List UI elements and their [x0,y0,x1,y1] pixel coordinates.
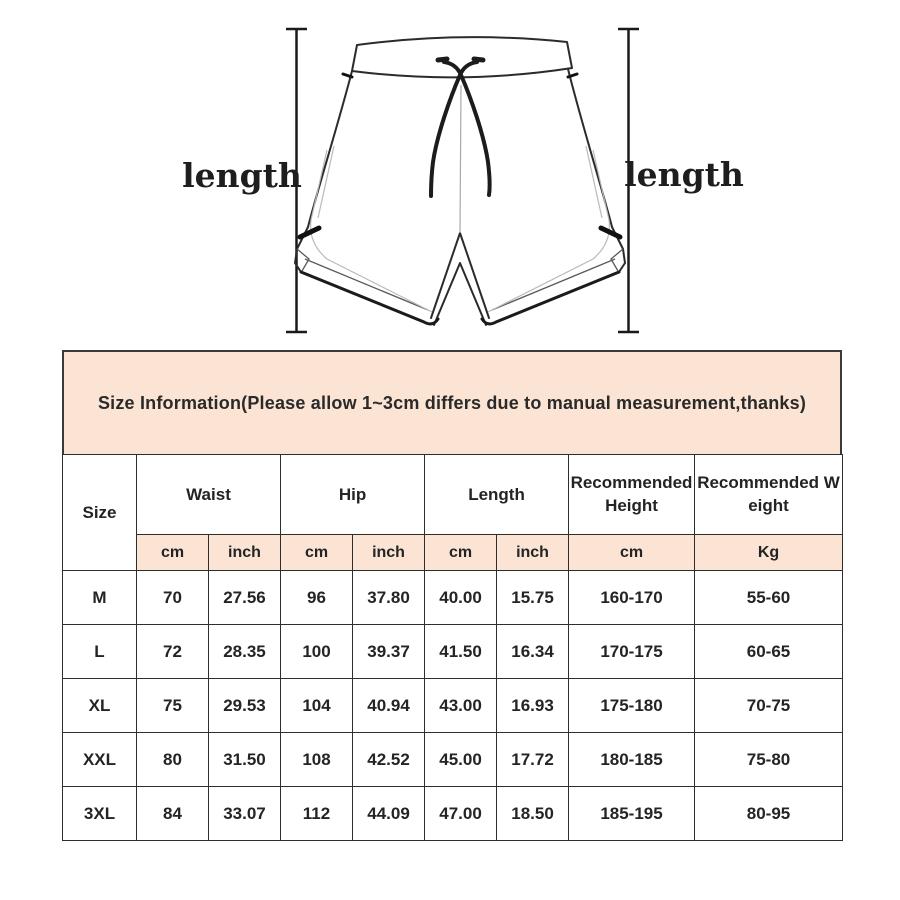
table-cell: 100 [281,625,353,679]
table-cell: 84 [137,787,209,841]
table-row-3xl [63,787,843,841]
table-cell: 75-80 [695,733,843,787]
table-cell: 185-195 [569,787,695,841]
hem-bold-lines [301,272,619,324]
table-cell: 175-180 [569,679,695,733]
table-cell: 47.00 [425,787,497,841]
table-cell: 16.93 [497,679,569,733]
row-label: L [63,625,137,679]
subheader-waist-cm: cm [137,535,209,571]
table-cell: 37.80 [353,571,425,625]
row-label: M [63,571,137,625]
table-cell: 60-65 [695,625,843,679]
table-cell: 75 [137,679,209,733]
group-header-hip: Hip [281,455,425,535]
table-cell: 40.94 [353,679,425,733]
center-seam-line [460,85,461,233]
table-cell: 55-60 [695,571,843,625]
table-cell: 16.34 [497,625,569,679]
table-cell: 27.56 [209,571,281,625]
size-table [62,454,843,841]
table-cell: 160-170 [569,571,695,625]
table-cell: 39.37 [353,625,425,679]
table-cell: 31.50 [209,733,281,787]
table-cell: 180-185 [569,733,695,787]
table-cell: 70 [137,571,209,625]
table-cell: 44.09 [353,787,425,841]
subheader-hip-inch: inch [353,535,425,571]
table-cell: 104 [281,679,353,733]
table-row-xxl [63,733,843,787]
table-cell: 170-175 [569,625,695,679]
table-cell: 112 [281,787,353,841]
subheader-length-cm: cm [425,535,497,571]
table-cell: 80-95 [695,787,843,841]
length-label-left: length [182,156,302,195]
subheader-waist-inch: inch [209,535,281,571]
table-row-xl [63,679,843,733]
length-label-right: length [624,155,744,194]
table-cell: 96 [281,571,353,625]
size-information-banner: Size Information(Please allow 1~3cm differs due to manual measurement,thanks) [62,350,842,454]
size-info-panel [62,350,842,841]
table-cell: 28.35 [209,625,281,679]
table-cell: 45.00 [425,733,497,787]
table-cell: 80 [137,733,209,787]
row-label: XL [63,679,137,733]
subheader-height-cm: cm [569,535,695,571]
subheader-length-inch: inch [497,535,569,571]
table-cell: 33.07 [209,787,281,841]
table-cell: 18.50 [497,787,569,841]
subheader-weight-kg: Kg [695,535,843,571]
hem-inner-lines [297,249,623,310]
group-header-recommended-height: Recommended Height [569,455,695,535]
table-cell: 42.52 [353,733,425,787]
table-cell: 70-75 [695,679,843,733]
table-cell: 29.53 [209,679,281,733]
table-cell: 43.00 [425,679,497,733]
table-cell: 17.72 [497,733,569,787]
row-label: XXL [63,733,137,787]
group-header-length: Length [425,455,569,535]
group-header-recommended-weight: Recommended Weight [695,455,843,535]
shorts-line-drawing [0,0,900,352]
size-corner-header: Size [63,455,137,571]
subheader-hip-cm: cm [281,535,353,571]
table-row-l [63,625,843,679]
table-cell: 108 [281,733,353,787]
table-cell: 40.00 [425,571,497,625]
group-header-waist: Waist [137,455,281,535]
row-label: 3XL [63,787,137,841]
table-cell: 72 [137,625,209,679]
table-cell: 15.75 [497,571,569,625]
table-row-m [63,571,843,625]
inner-v-split [434,263,486,325]
table-cell: 41.50 [425,625,497,679]
